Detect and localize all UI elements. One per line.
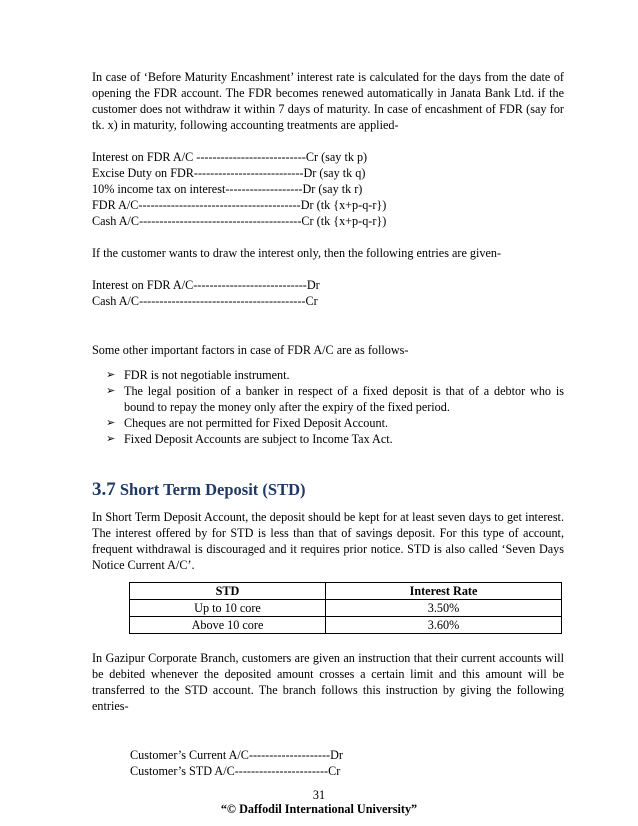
table-header: STD bbox=[130, 583, 326, 600]
document-page bbox=[92, 69, 564, 779]
intro-paragraph: In case of ‘Before Maturity Encashment’ interest rate is calculated for the days from the date of opening the FDR account. The FDR becomes renewed automatically in Janata Bank Ltd. if the customer does not withdraw it within 7 days of maturity. In case of encashment of FDR (say for tk. x) in maturity, following accounting treatments are applied- bbox=[92, 70, 564, 132]
journal-entry: Customer’s Current A/C--------------------Dr bbox=[130, 748, 343, 762]
factors-intro: Some other important factors in case of FDR A/C are as follows- bbox=[92, 343, 409, 357]
journal-entry: Excise Duty on FDR---------------------------Dr (say tk q) bbox=[92, 166, 366, 180]
section-title: Short Term Deposit (STD) bbox=[115, 480, 306, 499]
table-cell: Up to 10 core bbox=[130, 600, 326, 617]
table-cell: Above 10 core bbox=[130, 617, 326, 634]
section-number: 3.7 bbox=[92, 479, 116, 500]
list-item: ➢ FDR is not negotiable instrument. bbox=[106, 368, 290, 382]
table-row bbox=[130, 600, 562, 617]
journal-entry: Interest on FDR A/C ---------------------------Cr (say tk p) bbox=[92, 150, 368, 164]
fdr-encashment-entries bbox=[92, 149, 564, 229]
table-cell: 3.60% bbox=[326, 617, 562, 634]
std-transfer-entries bbox=[92, 747, 564, 779]
journal-entry: FDR A/C----------------------------------------Dr (tk {x+p-q-r}) bbox=[92, 198, 387, 212]
table-row bbox=[130, 617, 562, 634]
gazipur-paragraph: In Gazipur Corporate Branch, customers are given an instruction that their current accounts will be debited whenever the deposited amount crosses a certain limit and this amount will be transferred to the STD account. The branch follows this instruction by giving the following entries- bbox=[92, 651, 564, 713]
arrow-bullet-icon: ➢ bbox=[106, 433, 116, 445]
copyright-footer: “© Daffodil International University” bbox=[220, 802, 418, 816]
interest-only-entries bbox=[92, 277, 564, 309]
journal-entry: Cash A/C----------------------------------------Cr (tk {x+p-q-r}) bbox=[92, 214, 387, 228]
journal-entry: Customer’s STD A/C-----------------------Cr bbox=[130, 764, 341, 778]
page-number: 31 bbox=[312, 788, 326, 802]
section-heading bbox=[92, 480, 564, 500]
table-header: Interest Rate bbox=[326, 583, 562, 600]
list-item: ➢ Cheques are not permitted for Fixed Deposit Account. bbox=[106, 416, 389, 430]
arrow-bullet-icon: ➢ bbox=[106, 417, 116, 429]
interest-only-text: If the customer wants to draw the interest only, then the following entries are given- bbox=[92, 246, 502, 260]
journal-entry: Interest on FDR A/C----------------------------Dr bbox=[92, 278, 320, 292]
journal-entry: 10% income tax on interest-------------------Dr (say tk r) bbox=[92, 182, 363, 196]
arrow-bullet-icon: ➢ bbox=[106, 385, 116, 397]
table-cell: 3.50% bbox=[326, 600, 562, 617]
table-header-row bbox=[130, 583, 562, 600]
std-interest-table bbox=[129, 582, 562, 634]
std-paragraph: In Short Term Deposit Account, the deposit should be kept for at least seven days to get interest. The interest offered by for STD is less than that of savings deposit. For this type of account, frequent withdrawal is discouraged and it requires prior notice. STD is also called ‘Seven Days Notice Current A/C’. bbox=[92, 510, 564, 572]
arrow-bullet-icon: ➢ bbox=[106, 369, 116, 381]
list-item: ➢ Fixed Deposit Accounts are subject to Income Tax Act. bbox=[106, 432, 393, 446]
list-item: ➢ The legal position of a banker in respect of a fixed deposit is that of a debtor who is bound to repay the money only after the expiry of the fixed period. bbox=[106, 384, 564, 414]
journal-entry: Cash A/C-----------------------------------------Cr bbox=[92, 294, 318, 308]
factors-list bbox=[92, 367, 564, 447]
